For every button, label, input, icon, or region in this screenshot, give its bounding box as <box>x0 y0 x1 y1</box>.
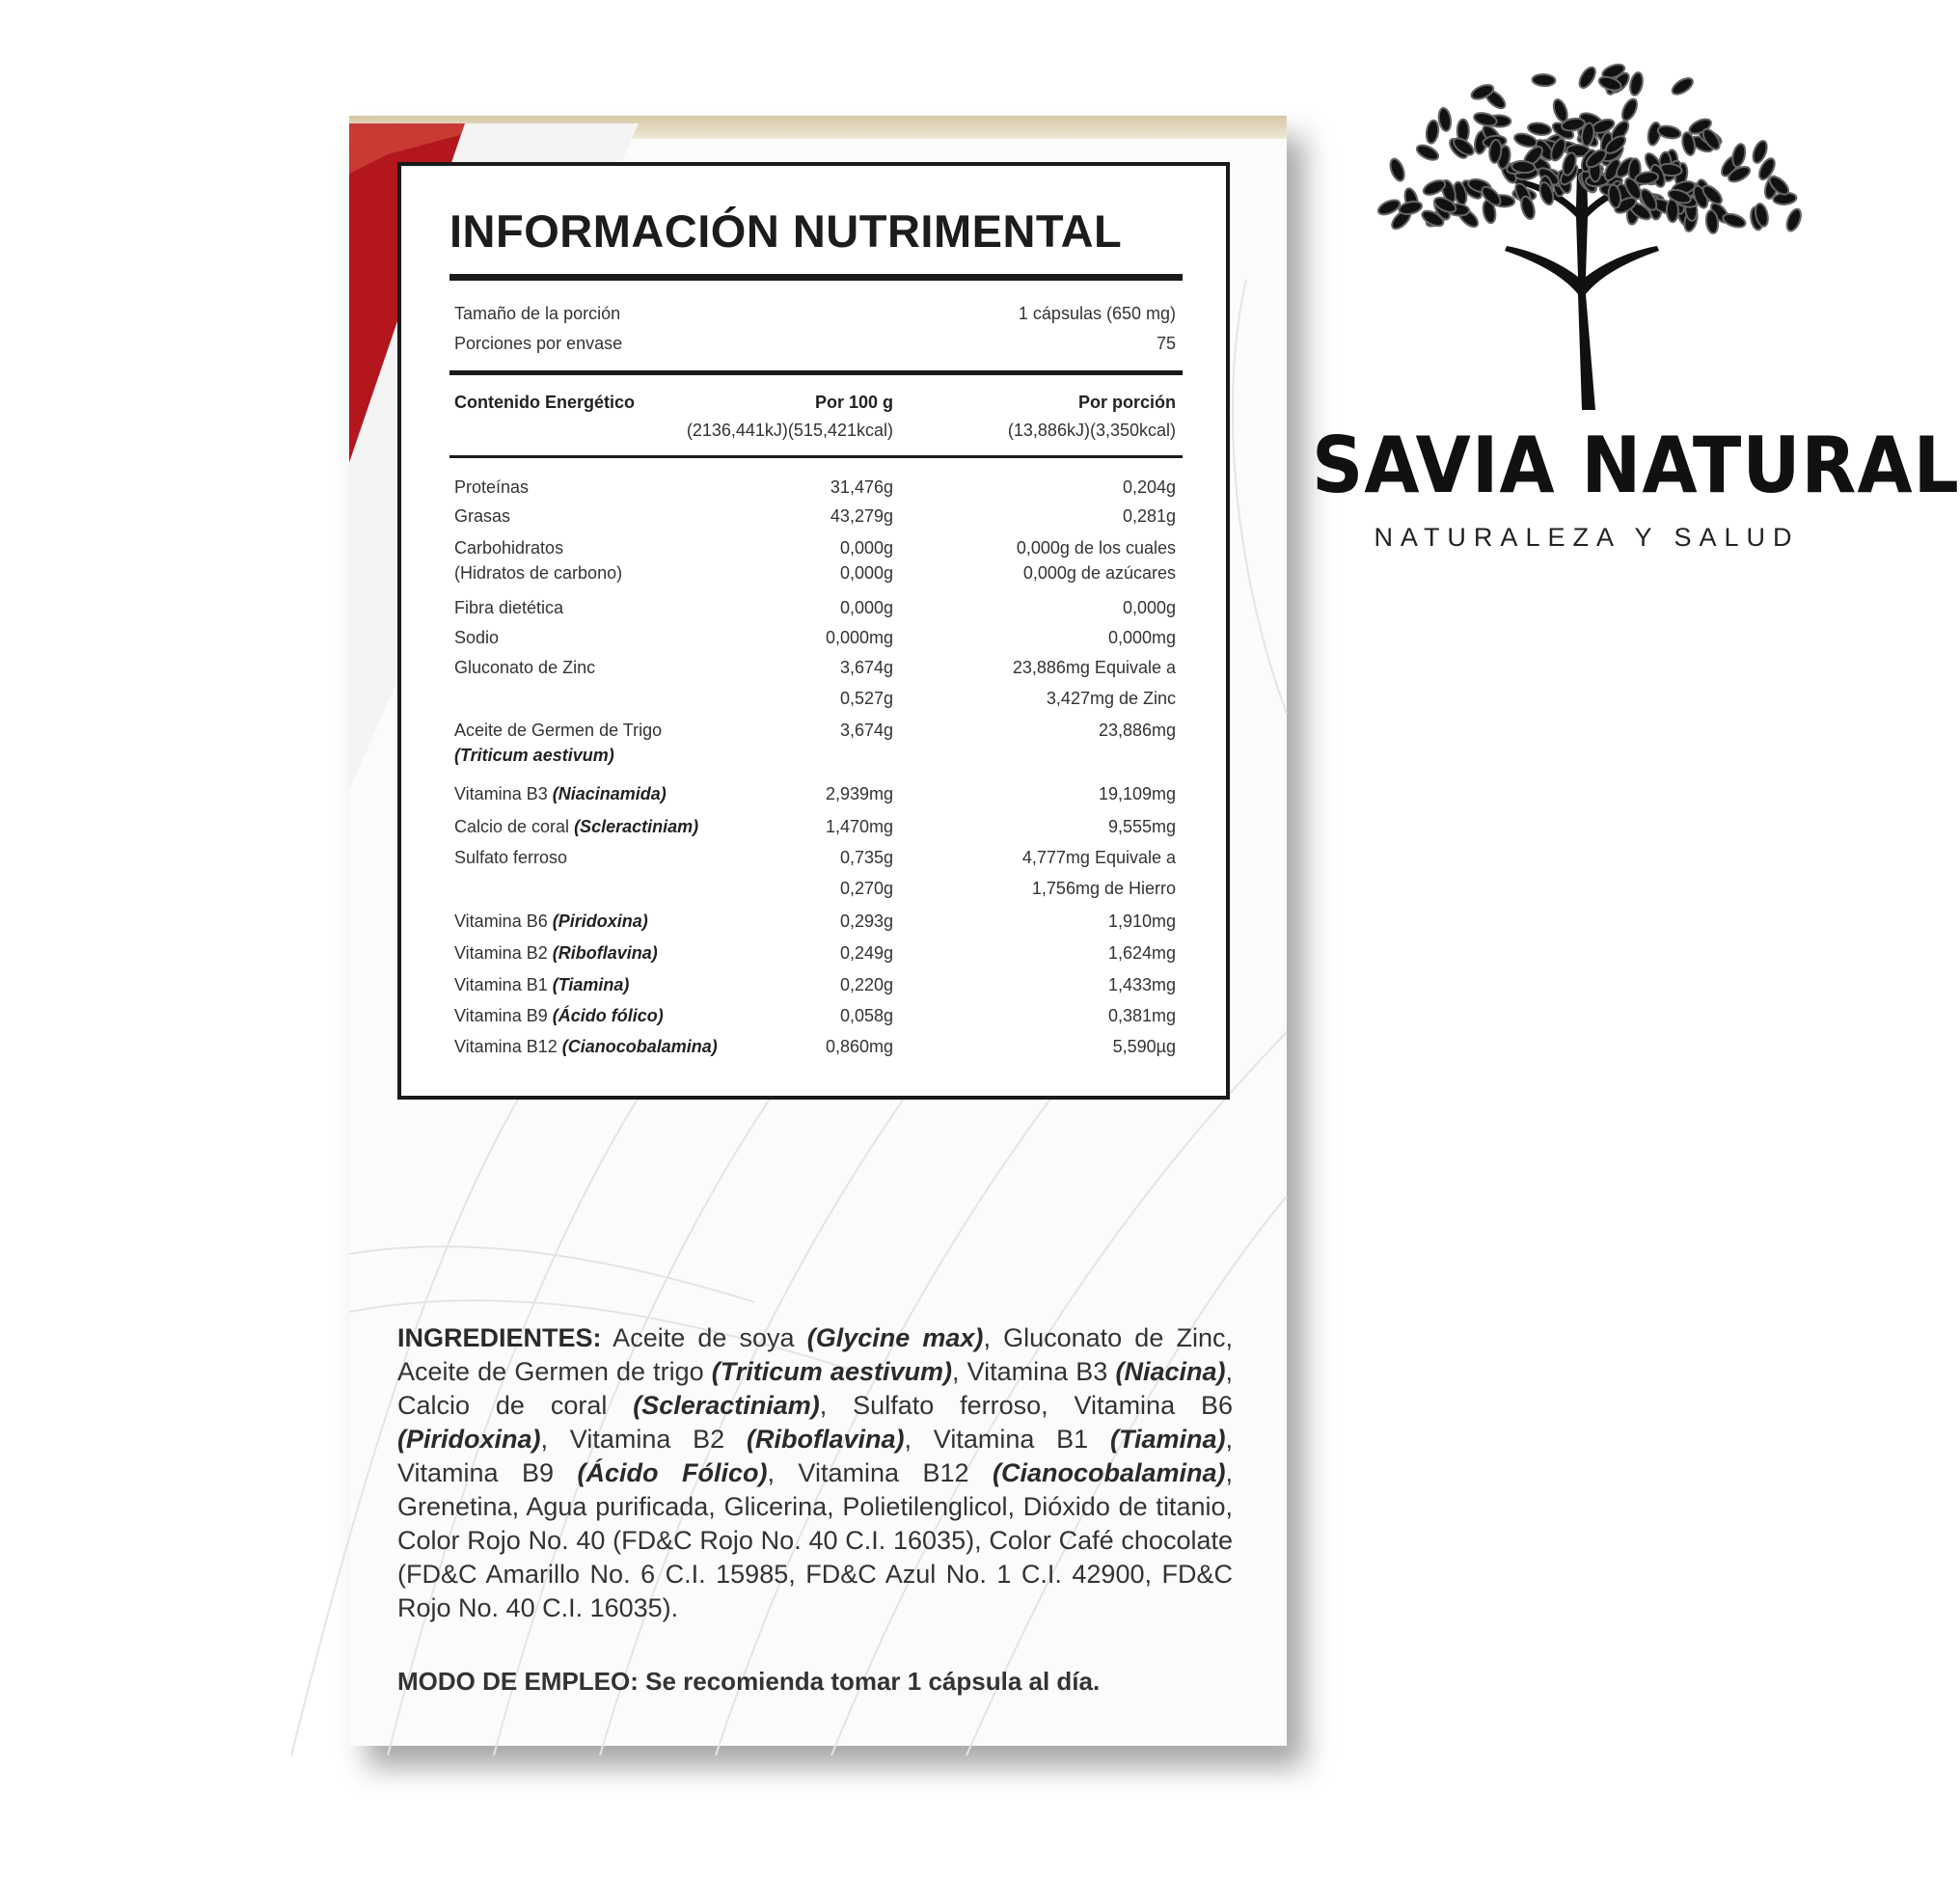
row-per100: 0,527g <box>839 689 893 708</box>
row-perserving: 23,886mg <box>1098 721 1176 740</box>
row-name: Carbohidratos <box>454 538 564 558</box>
brand-tagline: NATURALEZA Y SALUD <box>1374 523 1800 552</box>
usage-instructions: MODO DE EMPLEO: Se recomienda tomar 1 cápsula al día. <box>397 1667 1101 1696</box>
row-per100: 43,279g <box>830 506 893 526</box>
row-perserving: 0,381mg <box>1107 1006 1176 1025</box>
row-per100: 0,220g <box>839 975 893 994</box>
nutrition-panel <box>397 162 1230 1100</box>
servings-value: 75 <box>1156 334 1176 353</box>
row-perserving: 19,109mg <box>1098 784 1176 803</box>
row-perserving: 0,000g de los cuales <box>1016 538 1176 558</box>
leaf-shape <box>1722 211 1748 230</box>
title-rule <box>449 274 1183 281</box>
row-name: Vitamina B2 (Riboflavina) <box>454 943 658 963</box>
row-per100: 0,000g <box>839 598 893 617</box>
row-name: (Hidratos de carbono) <box>454 563 623 583</box>
leaf-shape <box>1657 124 1682 140</box>
row-name: Calcio de coral (Scleractiniam) <box>454 817 699 836</box>
row-name: Grasas <box>454 506 511 526</box>
row-per100: 0,000g <box>839 538 893 558</box>
brand-name: SAVIA NATURAL <box>1312 421 1960 511</box>
row-name: Fibra dietética <box>454 598 564 617</box>
row-per100: 0,000g <box>839 563 893 583</box>
row-perserving: 0,204g <box>1122 477 1176 497</box>
energy-perserving: (13,886kJ)(3,350kcal) <box>1007 421 1176 440</box>
row-name: Vitamina B3 (Niacinamida) <box>454 784 667 803</box>
row-per100: 0,860mg <box>825 1037 893 1056</box>
row-per100: 0,000mg <box>825 628 893 647</box>
row-per100: 0,293g <box>839 911 893 931</box>
servings-label: Porciones por envase <box>454 334 623 353</box>
row-per100: 31,476g <box>830 477 893 497</box>
energy-rule <box>449 455 1183 458</box>
leaf-shape <box>1532 73 1556 86</box>
energy-per100: (2136,441kJ)(515,421kcal) <box>686 421 893 440</box>
row-name: Sulfato ferroso <box>454 848 568 867</box>
row-name: Vitamina B6 (Piridoxina) <box>454 911 648 931</box>
ingredients-text: INGREDIENTES: Aceite de soya (Glycine max), Gluconato de Zinc, Aceite de Germen de trigo (Triticum aestivum), Vitamina B3 (Niacina), Calcio de coral (Scleractiniam), Sulfato ferroso, Vitamina B6 (Piridoxina), Vitamina B2 (Riboflavina), Vitamina B1 (Tiamina), Vitamina B9 (Ácido Fólico), Vitamina B12 (Cianocobalamina), Grenetina, Agua purificada, Glicerina, Polietilenglicol, Dióxido de titanio, Color Rojo No. 40 (FD&C Rojo No. 40 C.I. 16035), Color Café chocolate (FD&C Amarillo No. 6 C.I. 15985, FD&C Azul No. 1 C.I. 42900, FD&C Rojo No. 40 C.I. 16035). <box>397 1323 1234 1622</box>
serving-rule <box>449 370 1183 375</box>
row-perserving: 1,910mg <box>1107 911 1176 931</box>
leaf-shape <box>1620 96 1640 122</box>
leaf-shape <box>1473 111 1498 128</box>
row-per100: 0,058g <box>839 1006 893 1025</box>
row-name: Vitamina B12 (Cianocobalamina) <box>454 1037 718 1056</box>
leaf-shape <box>1425 120 1439 144</box>
row-sci-name: (Triticum aestivum) <box>454 746 614 765</box>
row-name: Vitamina B1 (Tiamina) <box>454 975 630 994</box>
leaf-shape <box>1576 65 1598 91</box>
row-perserving: 23,886mg Equivale a <box>1012 658 1176 677</box>
row-per100: 1,470mg <box>825 817 893 836</box>
row-name: Sodio <box>454 628 500 647</box>
row-perserving: 0,000g <box>1122 598 1176 617</box>
row-name: Gluconato de Zinc <box>454 658 596 677</box>
row-per100: 0,270g <box>839 879 893 898</box>
row-per100: 3,674g <box>839 658 893 677</box>
tree-logo-icon <box>1389 53 1794 410</box>
row-per100: 0,735g <box>839 848 893 867</box>
row-perserving: 3,427mg de Zinc <box>1046 689 1176 708</box>
row-perserving: 0,281g <box>1122 506 1176 526</box>
leaf-shape <box>1784 207 1804 233</box>
row-per100: 0,249g <box>839 943 893 963</box>
serving-size-value: 1 cápsulas (650 mg) <box>1018 304 1176 323</box>
row-per100: 3,674g <box>839 721 893 740</box>
leaf-shape <box>1628 71 1645 96</box>
energy-label: Contenido Energético <box>454 393 636 412</box>
row-name: Vitamina B9 (Ácido fólico) <box>454 1006 664 1025</box>
leaf-shape <box>1680 131 1697 156</box>
leaf-shape <box>1527 122 1552 137</box>
row-perserving: 0,000g de azúcares <box>1022 563 1176 583</box>
row-perserving: 9,555mg <box>1107 817 1176 836</box>
row-perserving: 1,756mg de Hierro <box>1031 879 1176 898</box>
per100-header: Por 100 g <box>814 393 893 412</box>
leaf-shape <box>1730 143 1747 168</box>
row-perserving: 0,000mg <box>1107 628 1176 647</box>
row-perserving: 1,433mg <box>1107 975 1176 994</box>
row-name: Proteínas <box>454 477 530 497</box>
row-per100: 2,939mg <box>825 784 893 803</box>
leaf-shape <box>1670 75 1696 97</box>
leaf-shape <box>1415 143 1441 163</box>
serving-size-label: Tamaño de la porción <box>454 304 621 323</box>
row-perserving: 1,624mg <box>1107 943 1176 963</box>
perserving-header: Por porción <box>1077 393 1176 412</box>
row-perserving: 4,777mg Equivale a <box>1021 848 1176 867</box>
panel-title: INFORMACIÓN NUTRIMENTAL <box>449 205 1123 257</box>
row-perserving: 5,590µg <box>1112 1037 1176 1056</box>
leaf-shape <box>1437 107 1453 132</box>
leaf-shape <box>1398 200 1423 216</box>
leaf-shape <box>1388 157 1407 183</box>
row-name: Aceite de Germen de Trigo <box>454 721 663 740</box>
